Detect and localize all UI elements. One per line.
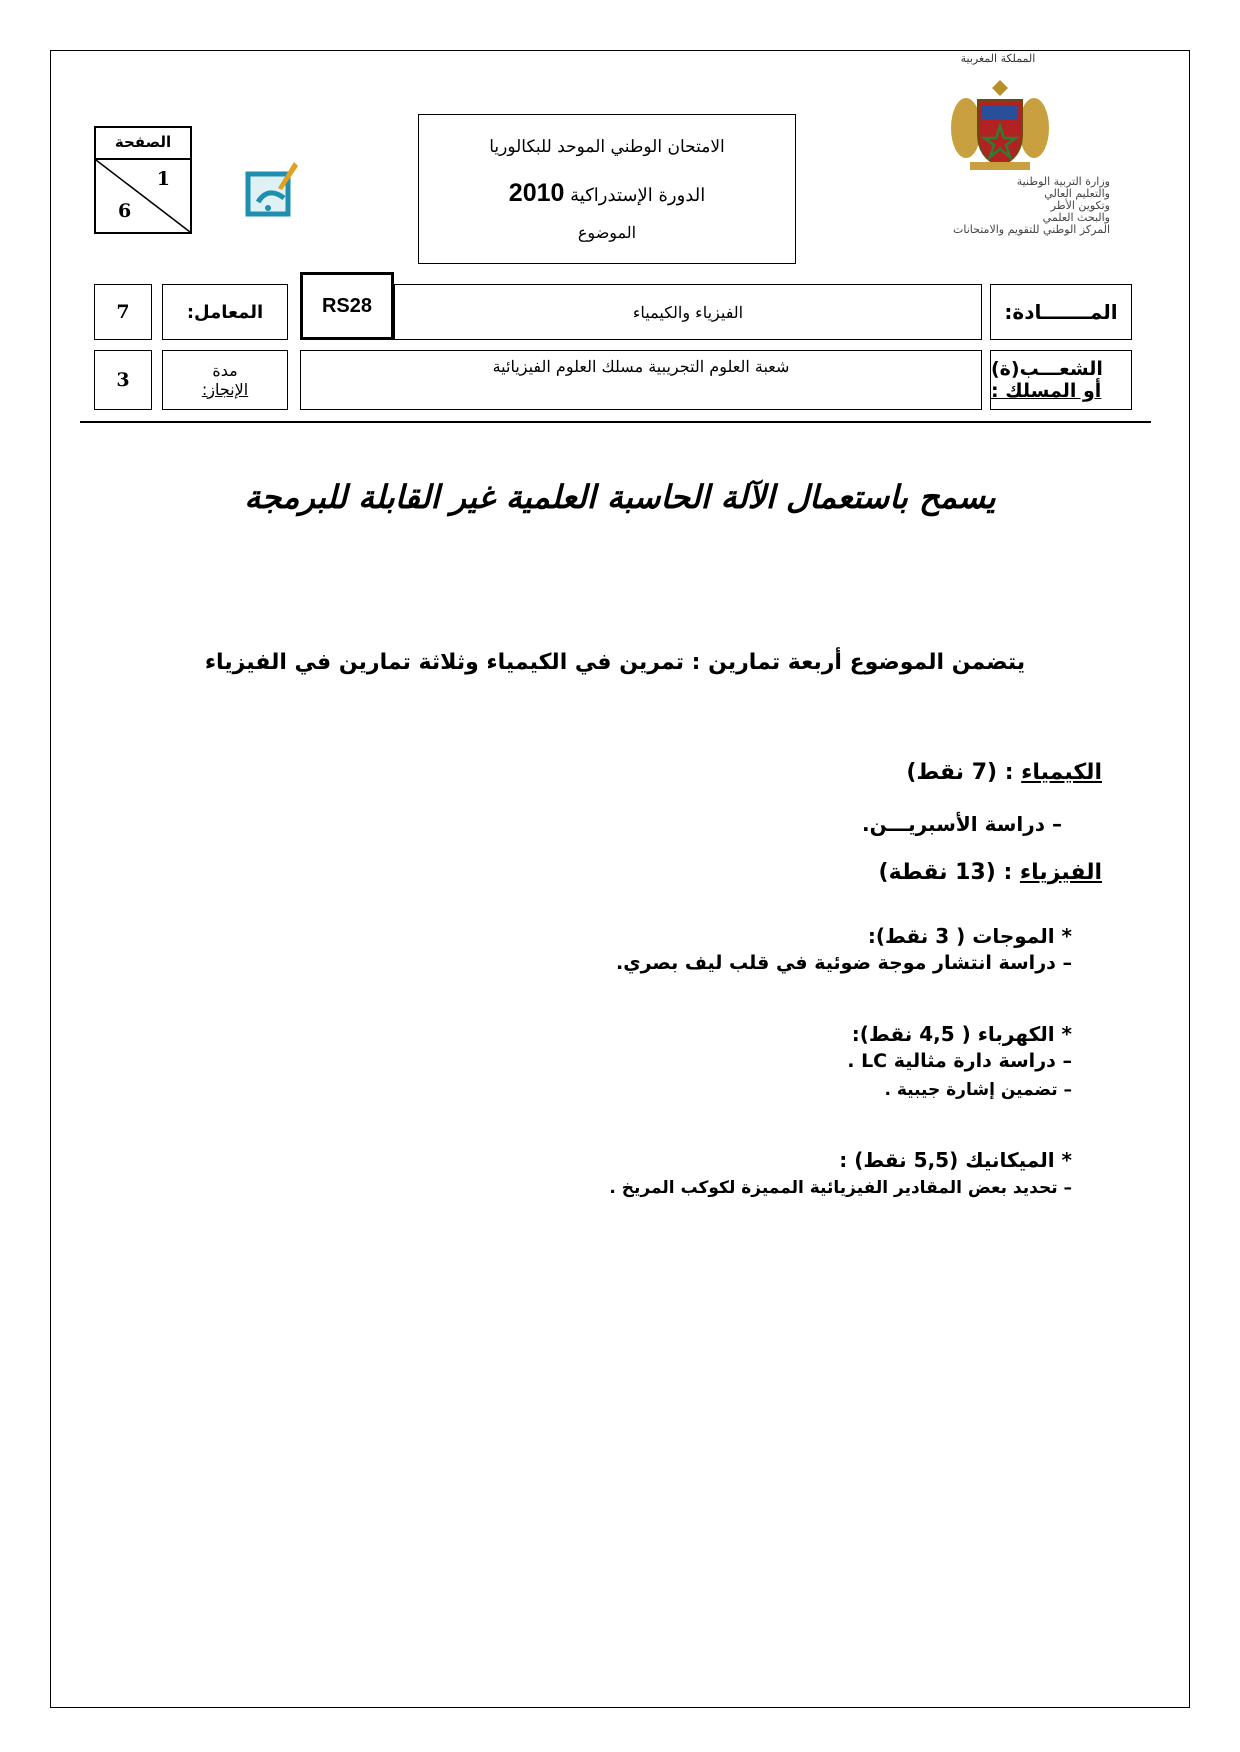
ministry-line: وزارة التربية الوطنية <box>1016 175 1110 188</box>
page-total: 6 <box>118 200 132 222</box>
exam-session <box>419 179 795 208</box>
duration-label <box>162 350 288 410</box>
ministry-line: وتكوين الأطر <box>1050 199 1110 212</box>
chemistry-points: : (7 نقط) <box>906 760 1022 785</box>
ministry-line: المركز الوطني للتقويم والامتحانات <box>953 223 1110 236</box>
ministry-line: والبحث العلمي <box>1042 211 1110 224</box>
electricity-title: * الكهرباء ( 4,5 نقط): <box>851 1022 1072 1046</box>
calculator-note: يسمح باستعمال الآلة الحاسبة العلمية غير القابلة للبرمجة <box>244 478 996 516</box>
chemistry-heading <box>906 760 1102 785</box>
duration-label-line2: الإنجاز: <box>201 380 249 399</box>
matter-value: الفيزياء والكيمياء <box>394 284 982 340</box>
electricity-item-2: – تضمين إشارة جيبية . <box>884 1080 1072 1100</box>
exam-title-box <box>418 114 796 264</box>
chemistry-title: الكيمياء <box>1021 760 1102 785</box>
subject-code: RS28 <box>300 272 394 340</box>
waves-item: – دراسة انتشار موجة ضوئية في قلب ليف بصري. <box>615 952 1072 974</box>
duration-label-line1: مدة <box>212 361 238 380</box>
page-number-box <box>94 126 192 234</box>
branch-value: شعبة العلوم التجريبية مسلك العلوم الفيزيائية <box>300 350 982 410</box>
kingdom-name: المملكة المغربية <box>960 52 1036 65</box>
page-current: 1 <box>156 168 170 190</box>
page-label: الصفحة <box>96 128 190 160</box>
waves-title: * الموجات ( 3 نقط): <box>867 924 1072 948</box>
ministry-line: والتعليم العالي <box>1044 187 1110 200</box>
duration-value: 3 <box>94 350 152 410</box>
coef-value: 7 <box>94 284 152 340</box>
exam-intro: يتضمن الموضوع أربعة تمارين : تمرين في الكيمياء وثلاثة تمارين في الفيزياء <box>204 650 1026 675</box>
chemistry-item: – دراسة الأسبريـــن. <box>862 812 1062 836</box>
exam-center-logo <box>244 158 302 218</box>
branch-label-line2: أو المسلك : <box>991 380 1102 402</box>
mechanics-item: – تحديد بعض المقادير الفيزيائية المميزة لكوكب المريخ . <box>609 1178 1072 1198</box>
mechanics-title: * الميكانيك (5,5 نقط) : <box>839 1148 1072 1172</box>
ministry-block <box>874 176 1110 236</box>
header-divider <box>80 421 1151 423</box>
subject-label: الموضوع <box>577 223 637 242</box>
coat-of-arms-emblem <box>948 76 1052 172</box>
session-prefix: الدورة الإستدراكية <box>570 185 706 206</box>
page-divider-diagonal <box>96 160 190 232</box>
physics-points: : (13 نقطة) <box>878 860 1020 885</box>
electricity-item-1: – دراسة دارة مثالية LC . <box>847 1050 1072 1072</box>
branch-label-line1: الشعـــب(ة) <box>991 358 1103 380</box>
branch-label <box>990 350 1132 410</box>
exam-title: الامتحان الوطني الموحد للبكالوريا <box>489 137 725 157</box>
physics-title: الفيزياء <box>1019 860 1102 885</box>
matter-label: المـــــــادة: <box>990 284 1132 340</box>
physics-heading <box>879 860 1102 885</box>
coef-label: المعامل: <box>162 284 288 340</box>
session-year: 2010 <box>508 179 565 207</box>
